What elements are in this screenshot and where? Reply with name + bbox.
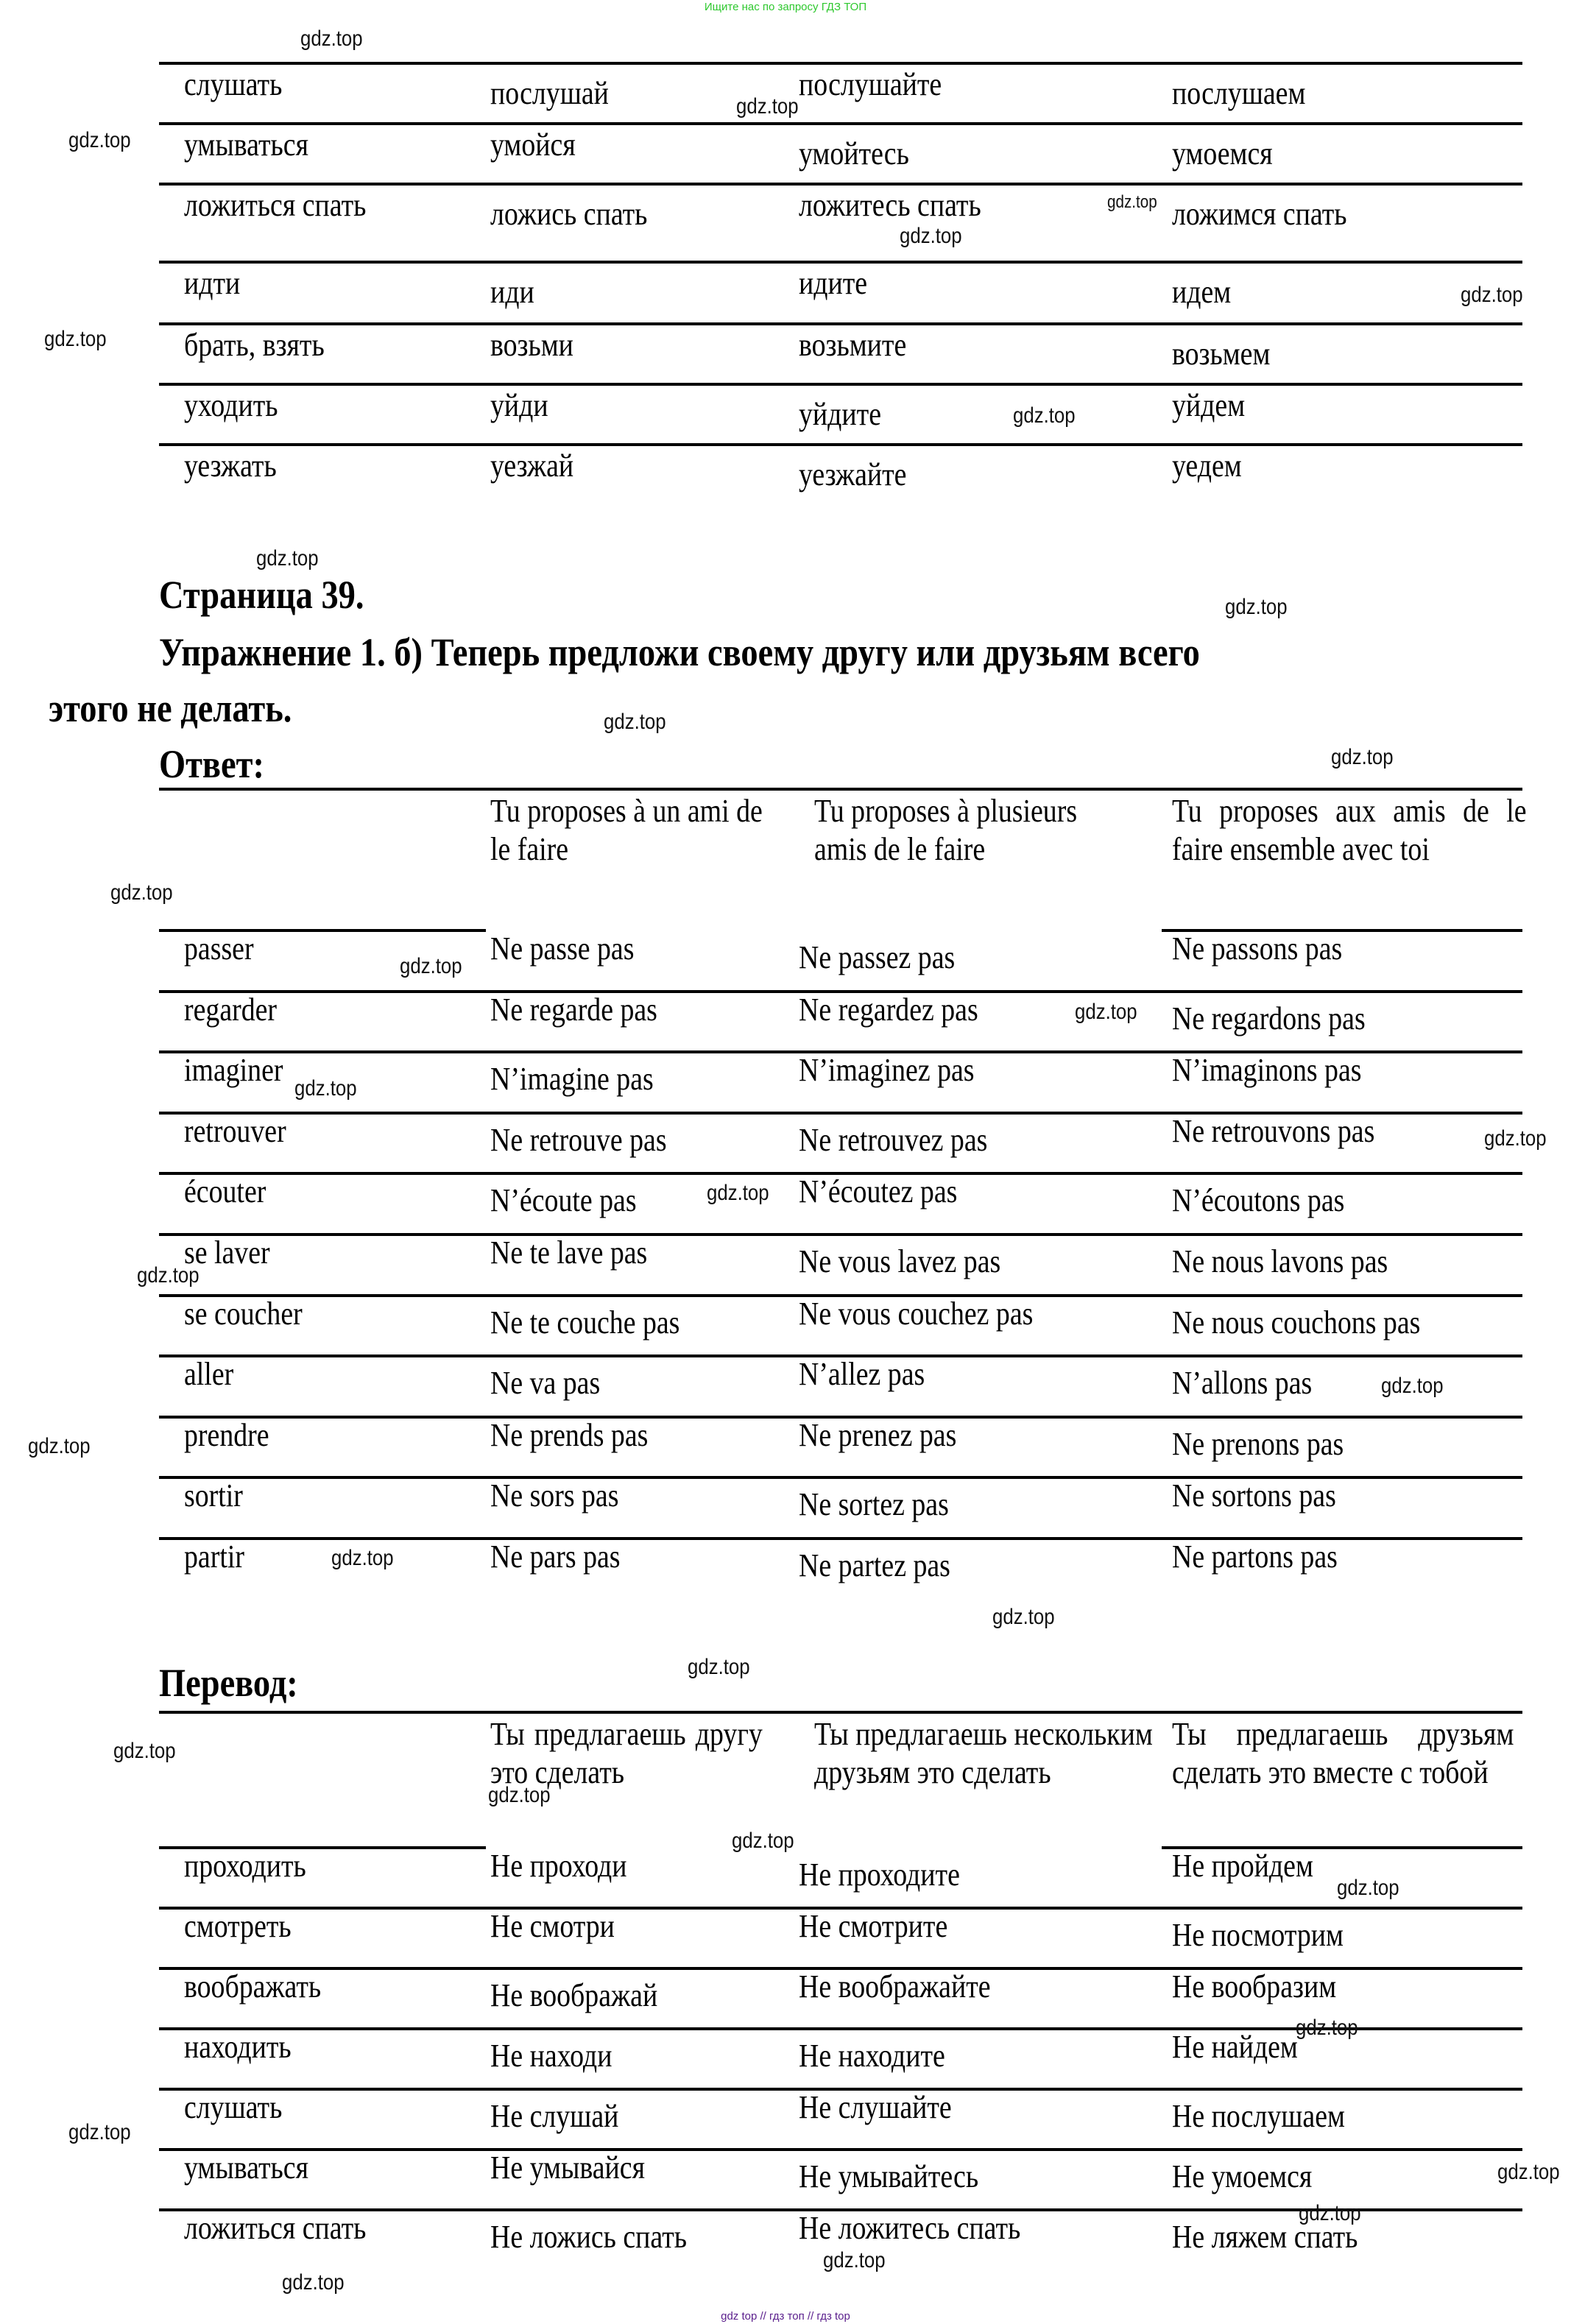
table-cell-verb: умываться xyxy=(184,127,308,163)
table-cell-form: послушайте xyxy=(799,66,942,102)
table-cell-form: Ne prends pas xyxy=(490,1417,649,1453)
table-cell-form: Ne prenons pas xyxy=(1172,1426,1344,1462)
watermark-text: gdz.top xyxy=(1381,1374,1444,1398)
table-cell-form: Не воображайте xyxy=(799,1968,991,2005)
table-cell-form: Ne regardons pas xyxy=(1172,1000,1366,1036)
table-cell-form: ложимся спать xyxy=(1172,196,1347,232)
watermark-text: gdz.top xyxy=(113,1739,176,1763)
watermark-text: gdz.top xyxy=(1107,192,1157,212)
table-cell-form: Ne sortez pas xyxy=(799,1486,949,1522)
watermark-text: gdz.top xyxy=(331,1546,394,1570)
table-cell-form: уйди xyxy=(490,387,548,423)
table-cell-form: Не посмотрим xyxy=(1172,1917,1344,1953)
table-cell-verb: ложиться спать xyxy=(184,187,367,223)
watermark-text: gdz.top xyxy=(1337,1876,1399,1900)
table-cell-form: N’allons pas xyxy=(1172,1365,1313,1401)
table-cell-form: умоемся xyxy=(1172,135,1273,172)
table-cell-form: Ne retrouvez pas xyxy=(799,1122,988,1158)
table-cell-verb: брать, взять xyxy=(184,327,325,363)
table2-top-border xyxy=(159,788,1522,791)
table-cell-verb: смотреть xyxy=(184,1908,292,1944)
table-cell-form: Ne retrouve pas xyxy=(490,1122,667,1158)
table1-row-divider xyxy=(159,183,1522,186)
table-cell-form: Не смотри xyxy=(490,1908,615,1944)
table-cell-form: Ne regardez pas xyxy=(799,992,978,1028)
table-cell-form: Не умоемся xyxy=(1172,2158,1313,2194)
table1-top-border xyxy=(159,62,1522,65)
watermark-text: gdz.top xyxy=(1497,2160,1560,2184)
watermark-text: gdz.top xyxy=(688,1655,750,1679)
table1-row-divider xyxy=(159,261,1522,264)
table-cell-form: Ne partons pas xyxy=(1172,1539,1338,1575)
table-cell-form: Ne passe pas xyxy=(490,930,635,967)
table-cell-form: Ne prenez pas xyxy=(799,1417,957,1453)
table-cell-form: Ne pars pas xyxy=(490,1539,621,1575)
watermark-text: gdz.top xyxy=(256,546,319,571)
table-cell-verb: écouter xyxy=(184,1173,266,1209)
table-cell-form: умойтесь xyxy=(799,135,909,172)
answer-label: Ответ: xyxy=(159,742,264,786)
table-cell-form: Не проходите xyxy=(799,1857,960,1893)
table-cell-verb: уезжать xyxy=(184,448,277,484)
table-cell-verb: sortir xyxy=(184,1477,243,1514)
table1-row-divider xyxy=(159,443,1522,446)
table-cell-verb: passer xyxy=(184,930,254,967)
watermark-text: gdz.top xyxy=(294,1076,357,1101)
table-cell-form: ложись спать xyxy=(490,196,648,232)
table-cell-verb: воображать xyxy=(184,1968,322,2005)
watermark-text: gdz.top xyxy=(707,1181,769,1205)
table2-header-col4: Tu proposes aux amis de le faire ensemble avec toi xyxy=(1172,793,1527,867)
table-cell-verb: retrouver xyxy=(184,1113,286,1149)
table1-row-divider xyxy=(159,322,1522,325)
table3-row-divider xyxy=(159,2148,1522,2151)
table-cell-form: Не слушайте xyxy=(799,2089,952,2125)
table-cell-form: Ne sors pas xyxy=(490,1477,619,1514)
table-cell-verb: imaginer xyxy=(184,1052,283,1088)
watermark-text: gdz.top xyxy=(900,224,962,248)
table-cell-form: N’imaginez pas xyxy=(799,1052,975,1088)
exercise-title-line2: этого не делать. xyxy=(49,686,292,730)
table2-header-col3: Tu proposes à plusieurs amis de le faire xyxy=(814,793,1078,867)
table-cell-form: идите xyxy=(799,265,868,301)
table-cell-form: N’imagine pas xyxy=(490,1061,654,1097)
table-cell-verb: prendre xyxy=(184,1417,269,1453)
table-cell-form: уйдите xyxy=(799,396,882,432)
table-cell-verb: se coucher xyxy=(184,1296,303,1332)
table-cell-verb: regarder xyxy=(184,992,278,1028)
watermark-text: gdz.top xyxy=(137,1263,200,1288)
table-cell-form: Не ложись спать xyxy=(490,2219,688,2255)
table-cell-verb: уходить xyxy=(184,387,278,423)
watermark-text: gdz.top xyxy=(604,710,666,734)
table-cell-form: N’écoutons pas xyxy=(1172,1182,1345,1218)
table-cell-form: Ne vous couchez pas xyxy=(799,1296,1034,1332)
table-cell-form: возьми xyxy=(490,327,573,363)
table2-header-col2: Tu proposes à un ami de le faire xyxy=(490,793,763,867)
table-cell-form: Не ложитесь спать xyxy=(799,2210,1021,2246)
table-cell-form: ложитесь спать xyxy=(799,187,981,223)
watermark-text: gdz.top xyxy=(400,954,462,978)
watermark-text: gdz.top xyxy=(1013,403,1076,428)
watermark-text: gdz.top xyxy=(1225,595,1288,619)
table-cell-form: Ne vous lavez pas xyxy=(799,1243,1001,1279)
table-cell-form: Ne va pas xyxy=(490,1365,601,1401)
table-cell-verb: aller xyxy=(184,1356,234,1392)
table-cell-form: уезжай xyxy=(490,448,574,484)
table-cell-form: N’écoute pas xyxy=(490,1182,637,1218)
top-banner[interactable]: Ищите нас по запросу ГДЗ ТОП xyxy=(704,1,867,13)
table-cell-form: N’écoutez pas xyxy=(799,1173,958,1209)
table3-header-col2: Ты предлагаешь другу это сделать xyxy=(490,1716,763,1790)
table-cell-form: умойся xyxy=(490,127,576,163)
table-cell-form: Ne retrouvons pas xyxy=(1172,1113,1375,1149)
table1-row-divider xyxy=(159,383,1522,386)
table-cell-form: Ne partez pas xyxy=(799,1547,950,1583)
watermark-text: gdz.top xyxy=(488,1783,551,1807)
table-cell-form: Ne te couche pas xyxy=(490,1304,680,1341)
watermark-text: gdz.top xyxy=(1075,1000,1137,1024)
table-cell-verb: проходить xyxy=(184,1848,306,1884)
table3-header-col3: Ты предлагаешь нескольким друзьям это сделать xyxy=(814,1716,1153,1790)
watermark-text: gdz.top xyxy=(1484,1126,1547,1151)
watermark-text: gdz.top xyxy=(28,1434,91,1458)
watermark-text: gdz.top xyxy=(992,1605,1055,1629)
watermark-text: gdz.top xyxy=(282,2270,345,2295)
watermark-text: gdz.top xyxy=(44,327,107,351)
table-cell-form: идем xyxy=(1172,274,1232,310)
table-cell-form: возьмем xyxy=(1172,336,1271,372)
table-cell-form: Ne nous lavons pas xyxy=(1172,1243,1388,1279)
table-cell-form: Не находите xyxy=(799,2038,945,2074)
watermark-text: gdz.top xyxy=(68,128,131,152)
watermark-text: gdz.top xyxy=(1299,2201,1361,2225)
table-cell-form: уйдем xyxy=(1172,387,1246,423)
table-cell-form: Ne nous couchons pas xyxy=(1172,1304,1421,1341)
table-cell-form: N’allez pas xyxy=(799,1356,925,1392)
bottom-banner[interactable]: gdz top // гдз топ // гдз top xyxy=(721,2310,850,2323)
table-cell-form: Ne passez pas xyxy=(799,939,956,975)
watermark-text: gdz.top xyxy=(68,2120,131,2144)
watermark-text: gdz.top xyxy=(300,27,363,51)
table-cell-verb: слушать xyxy=(184,2089,283,2125)
table-cell-verb: se laver xyxy=(184,1235,270,1271)
table-cell-form: Не пройдем xyxy=(1172,1848,1313,1884)
table-cell-form: возьмите xyxy=(799,327,907,363)
watermark-text: gdz.top xyxy=(1461,283,1523,307)
table-cell-verb: находить xyxy=(184,2029,292,2065)
table-cell-form: послушаем xyxy=(1172,75,1306,111)
translation-label: Перевод: xyxy=(159,1661,298,1705)
watermark-text: gdz.top xyxy=(732,1829,794,1853)
table-cell-form: Не ляжем спать xyxy=(1172,2219,1358,2255)
table-cell-form: Ne te lave pas xyxy=(490,1235,648,1271)
table-cell-form: Ne passons pas xyxy=(1172,930,1343,967)
table1-row-divider xyxy=(159,122,1522,125)
table-cell-verb: ложиться спать xyxy=(184,2210,367,2246)
table-cell-verb: идти xyxy=(184,265,241,301)
table-cell-form: Не умывайтесь xyxy=(799,2158,979,2194)
table-cell-form: послушай xyxy=(490,75,609,111)
table-cell-form: Ne regarde pas xyxy=(490,992,657,1028)
table-cell-form: Не проходи xyxy=(490,1848,627,1884)
table-cell-form: Не находи xyxy=(490,2038,612,2074)
table-cell-form: Ne sortons pas xyxy=(1172,1477,1336,1514)
table3-header-col4: Ты предлагаешь друзьям сделать это вместе с тобой xyxy=(1172,1716,1514,1790)
table-cell-form: уедем xyxy=(1172,448,1242,484)
table-cell-form: Не смотрите xyxy=(799,1908,948,1944)
table-cell-form: Не воображай xyxy=(490,1977,658,2013)
table-cell-verb: слушать xyxy=(184,66,283,102)
table-cell-verb: partir xyxy=(184,1539,244,1575)
exercise-title-line1: Упражнение 1. б) Теперь предложи своему другу или друзьям всего xyxy=(159,630,1200,674)
table-cell-form: Не найдем xyxy=(1172,2029,1298,2065)
watermark-text: gdz.top xyxy=(110,880,173,905)
watermark-text: gdz.top xyxy=(823,2248,886,2272)
table-cell-form: Не послушаем xyxy=(1172,2098,1345,2134)
page-heading: Страница 39. xyxy=(159,573,364,617)
table-cell-form: уезжайте xyxy=(799,456,907,492)
table-cell-form: Не слушай xyxy=(490,2098,619,2134)
table-cell-form: Не умывайся xyxy=(490,2150,645,2186)
watermark-text: gdz.top xyxy=(736,94,799,119)
table-cell-verb: умываться xyxy=(184,2150,308,2186)
watermark-text: gdz.top xyxy=(1331,745,1394,769)
watermark-text: gdz.top xyxy=(1296,2016,1358,2040)
table-cell-form: иди xyxy=(490,274,534,310)
table-cell-form: Не вообразим xyxy=(1172,1968,1337,2005)
table-cell-form: N’imaginons pas xyxy=(1172,1052,1362,1088)
table2-row-divider xyxy=(159,1233,1522,1236)
table3-top-border xyxy=(159,1711,1522,1714)
